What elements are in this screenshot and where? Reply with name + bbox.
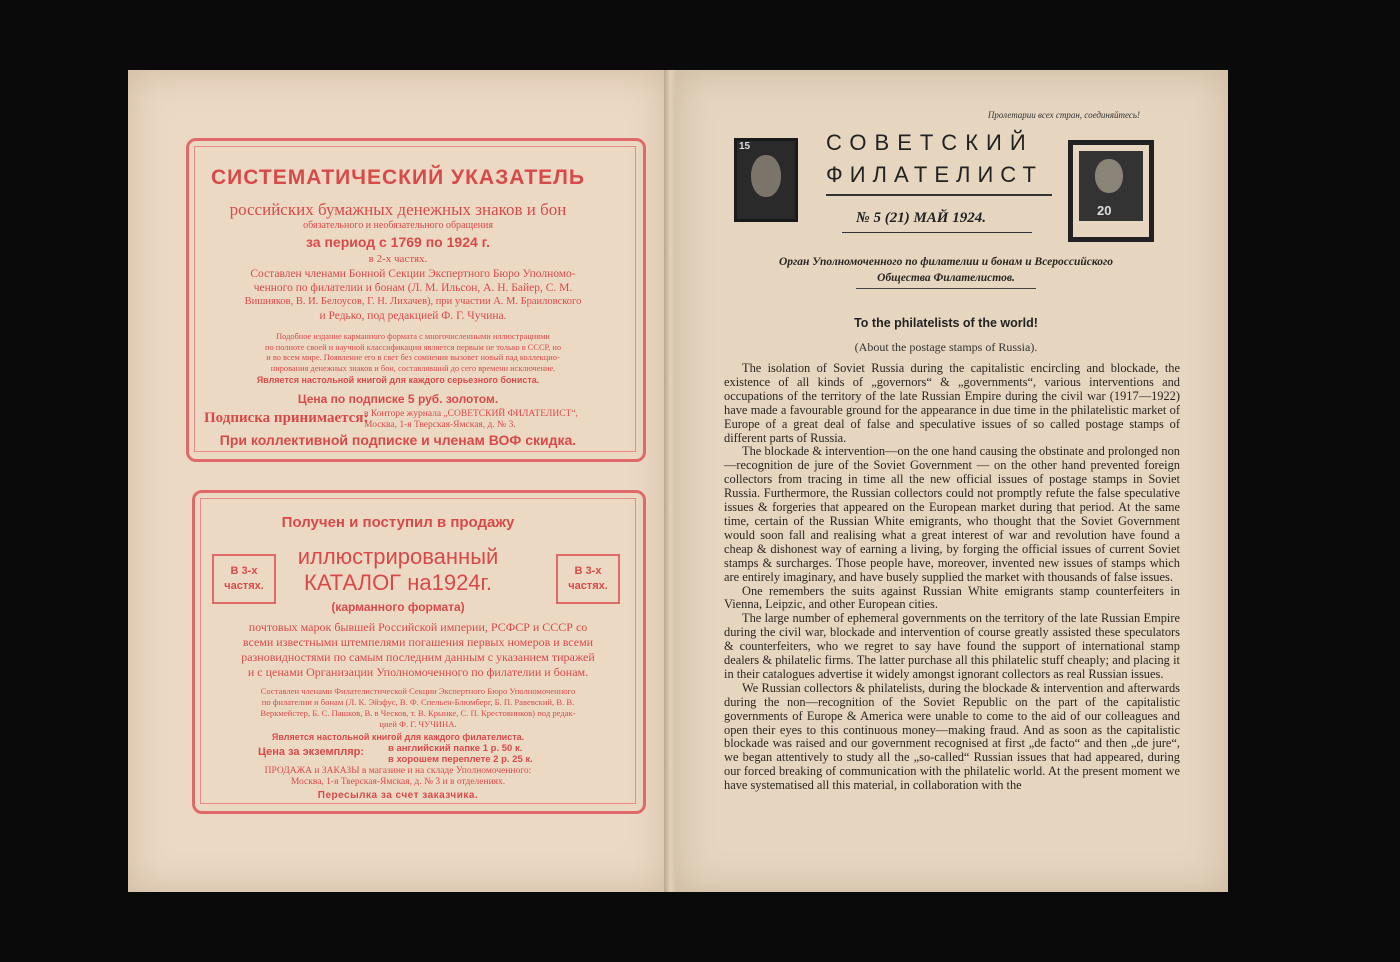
- catalog-body: [208, 620, 628, 680]
- subscribe-addr2: Москва, 1-я Тверская-Ямская, д. № 3.: [364, 420, 516, 430]
- article-subtitle: (About the postage stamps of Russia).: [854, 340, 1038, 354]
- masthead-line-1: СОВЕТСКИЙ: [826, 130, 1034, 155]
- article-paragraph: One remembers the suits against Russian White emigrants stamp counterfeiters in Vienna, Leipzic, and other European cities.: [724, 583, 1180, 612]
- tag-text: В 3-х: [574, 565, 602, 577]
- right-page: [676, 70, 1228, 892]
- index-small-line: нирования денежных знаков и бон, составлявший до сего времени исключение.: [270, 363, 556, 373]
- catalog-body-line: и с ценами Организации Уполномоченного по филателии и бонам.: [247, 665, 589, 679]
- index-body-line: Составлен членами Бонной Секции Экспертного Бюро Уполномо-: [250, 268, 576, 280]
- stamp-portrait-icon: [751, 155, 781, 197]
- article-paragraph: The isolation of Soviet Russia during the capitalistic encircling and blockade, the existence of all kinds of „governors“ & „governments“, various interventions and occupations of the territory of the late Russian Empire during the civil war (1917—1922) have made a favourable ground for the appearance in due time in the philatelistic market of Europe of a great deal of false and speculative issues of so called postage stamps of different parts of Russia.: [724, 361, 1180, 445]
- issue-rule: [842, 232, 1032, 233]
- price-label: Цена за экземпляр:: [258, 746, 365, 758]
- catalog-heading: Получен и поступил в продажу: [281, 514, 515, 531]
- stamp-portrait-icon: [1095, 159, 1123, 193]
- index-subtitle: российских бумажных денежных знаков и бон: [229, 200, 567, 219]
- catalog-format: (карманного формата): [331, 600, 465, 614]
- left-page: [128, 70, 668, 892]
- tag-parts-left: [212, 554, 276, 604]
- tag-text: частях.: [224, 580, 264, 592]
- orders-line-2: Москва, 1-я Тверская-Ямская, д. № 3 и в отделениях.: [290, 777, 506, 787]
- orders-line-1: ПРОДАЖА и ЗАКАЗЫ в магазине и на складе Уполномоченного:: [264, 766, 532, 776]
- shipping-line: Пересылка за счет заказчика.: [317, 790, 479, 801]
- index-small-line: и во всем мире. Появление его в свет без сомнения вызовет новый пад коллекцио-: [266, 353, 560, 362]
- index-parts: в 2-х частях.: [368, 253, 428, 265]
- issue-line: № 5 (21) МАЙ 1924.: [856, 210, 986, 226]
- tag-text: частях.: [568, 580, 608, 592]
- subscribe-addr1: в Конторе журнала „СОВЕТСКИЙ ФИЛАТЕЛИСТ“,: [364, 409, 578, 419]
- price-line-2: в хорошем переплете 2 р. 25 к.: [388, 754, 533, 765]
- organ-line-1: Орган Уполномоченного по филателии и бонам и Всероссийского: [778, 256, 1114, 268]
- tag-text: В 3-х: [230, 565, 258, 577]
- index-subtitle2: обязательного и необязательного обращения: [303, 220, 493, 231]
- article-title: To the philatelists of the world!: [854, 316, 1038, 330]
- stamp-value-right: 20: [1097, 203, 1112, 218]
- subscribe-label: Подписка принимается:: [204, 410, 369, 426]
- catalog-authors-line: цией Ф. Г. ЧУЧИНА.: [379, 719, 457, 729]
- catalog-body-line: всеми известными штемпелями погашения первых номеров и всеми: [242, 635, 594, 649]
- index-body-line: и Редько, под редакцией Ф. Г. Чучина.: [319, 310, 507, 322]
- index-body-line: ченного по филателии и бонам (Л. М. Ильсон, А. Н. Байер, С. М.: [253, 282, 573, 294]
- index-body-line: Вишняков, В. И. Белоусов, Г. Н. Лихачев), при участии А. М. Браиловского: [244, 296, 582, 307]
- organ-rule: [856, 288, 1036, 289]
- catalog-note: Является настольной книгой для каждого филателиста.: [271, 732, 525, 742]
- catalog-authors: [208, 686, 628, 730]
- slogan: Пролетарии всех стран, соединяйтесь!: [987, 110, 1140, 120]
- index-small: [208, 332, 618, 374]
- catalog-title2: КАТАЛОГ на1924г.: [304, 570, 492, 595]
- index-small-line: по полноте своей и научной классификации является первым не только в СССР, но: [264, 342, 562, 352]
- catalog-authors-line: Веркмейстер, Б. С. Пашков, В. в Ческов, т. В. Крынке, С. П. Крестовников) под редак-: [260, 708, 576, 718]
- masthead-rule: [826, 194, 1052, 196]
- stamp-value-left: 15: [739, 141, 751, 152]
- catalog-body-line: почтовых марок бывшей Российской империи, РСФСР и СССР со: [248, 620, 588, 634]
- index-period: за период с 1769 по 1924 г.: [306, 234, 490, 250]
- stamp-portrait-right: [1068, 140, 1154, 242]
- catalog-authors-line: Составлен членами Филателистической Секции Экспертного Бюро Уполномоченного: [260, 686, 576, 696]
- index-small-line: Подобное издание карманного формата с многочисленными иллюстрациями: [276, 332, 550, 341]
- masthead-line-2: ФИЛАТЕЛИСТ: [826, 162, 1043, 187]
- stamp-portrait-left: [734, 138, 798, 222]
- article-paragraph: The large number of ephemeral governments on the territory of the late Russian Empire during the civil war, blockade and intervention of course greatly assisted these speculators & counterfeiters, who we regret to say have found the support of international stamp dealers & philatelic firms. The latter purchase all this philatelic stuff cheaply; and placing it in their catalogues advertise it widely amongst ignorant collectors as real Russian issues.: [724, 611, 1180, 681]
- article-paragraph: The blockade & intervention—on the one hand causing the obstinate and prolonged non—recognition de jure of the Soviet Government — on the other hand prevented foreign collectors from tracing in time all the new official issues of postage stamps in Soviet Russia. Furthermore, the Russian collectors could not promptly refute the false speculative issues & forgeries that appeared on the European market during that period. At the same time, certain of the Russian White emigrants, who thought that the Soviet Government would soon fall and realising what a great interest of war and revolution have found a cheap & dishonest way of earning a living, by forging the official issues of current Soviet stamps & surcharges. Those people have, moreover, invented new issues of stamps which are entirely imaginary, and have busely supplied the market with thousands of false issues.: [724, 444, 1180, 584]
- catalog-authors-line: по филателии и бонам (Л. К. Эйзфус, В. Ф. Спельен-Блюмберг, Б. П. Равевский, В. В.: [261, 697, 575, 707]
- catalog-body-line: разновидностями по самым последним данным с указанием тиражей: [241, 650, 595, 664]
- price-line-1: в английский папке 1 р. 50 к.: [388, 743, 523, 754]
- index-note: Является настольной книгой для каждого серьезного бониста.: [256, 375, 540, 385]
- article-body: [724, 362, 1180, 793]
- organ-line-2: Общества Филателистов.: [877, 272, 1015, 284]
- index-title: СИСТЕМАТИЧЕСКИЙ УКАЗАТЕЛЬ: [210, 166, 586, 189]
- index-price: Цена по подписке 5 руб. золотом.: [297, 392, 499, 406]
- catalog-title1: иллюстрированный: [297, 544, 499, 569]
- index-body: [206, 267, 620, 323]
- discount-line: При коллективной подписке и членам ВОФ скидка.: [219, 432, 577, 448]
- article-paragraph: We Russian collectors & philatelists, during the blockade & intervention and afterwards during the non—recognition of the Soviet Republic on the part of the capitalistic governments of Europe & America were unable to come to the aid of our colleagues and open their eyes to this continuous money—making fraud. And as soon as the capitalistic blockade was raised and our government recognised at first „de facto“ and then „de jure“, we began attentively to study all the „so-called“ Russian issues that had appeared, during our forced breaking of communication with the philatelic world. At the present moment we have systematised all this material, in collaboration with the: [724, 680, 1180, 793]
- tag-parts-right: [556, 554, 620, 604]
